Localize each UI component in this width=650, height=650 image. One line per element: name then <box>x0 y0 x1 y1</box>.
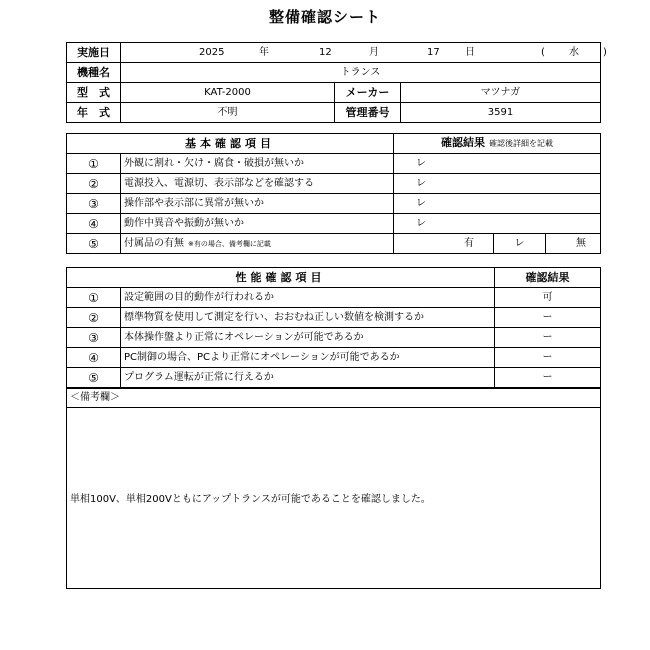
perf-item-no: ③ <box>67 328 121 348</box>
date-month: 12 <box>319 46 332 58</box>
basic-header-row <box>67 134 601 154</box>
perf-row <box>67 348 601 368</box>
weekday: 水 <box>569 46 579 58</box>
basic-header: 基本確認項目 <box>67 134 394 154</box>
remarks-table <box>66 388 601 589</box>
basic-result-sub: 確認後詳細を記載 <box>489 139 554 148</box>
basic-item-no: ③ <box>67 194 121 214</box>
basic-item-result-cell <box>394 214 601 234</box>
accessory-row <box>67 234 601 254</box>
perf-item-text: 設定範囲の目的動作が行われるか <box>121 288 495 308</box>
accessory-yes: 有 <box>464 237 474 249</box>
perf-item-no: ① <box>67 288 121 308</box>
accessory-no-label: 無 <box>576 237 586 249</box>
date-year: 2025 <box>199 46 225 58</box>
basic-item-no: ② <box>67 174 121 194</box>
accessory-yes-cell <box>394 234 494 254</box>
mgmt-label: 管理番号 <box>335 103 401 123</box>
perf-item-text: PC制御の場合、PCより正常にオペレーションが可能であるか <box>121 348 495 368</box>
kind-value: トランス <box>121 63 601 83</box>
perf-row <box>67 328 601 348</box>
page-title: 整備確認シート <box>268 8 381 26</box>
kind-label: 機種名 <box>67 63 121 83</box>
perf-item-result: ー <box>495 368 601 388</box>
perf-item-text: プログラム運転が正常に行えるか <box>121 368 495 388</box>
maker-label: メーカー <box>335 83 401 103</box>
mgmt-value: 3591 <box>401 103 601 123</box>
basic-item-result-cell <box>394 194 601 214</box>
perf-item-text: 標準物質を使用して測定を行い、おおむね正しい数値を検測するか <box>121 308 495 328</box>
basic-row <box>67 214 601 234</box>
model-row <box>67 83 601 103</box>
weekday-open: ( <box>541 46 545 58</box>
basic-item-no: ① <box>67 154 121 174</box>
perf-check-table <box>66 267 601 388</box>
perf-item-result: ー <box>495 348 601 368</box>
basic-result-header-text: 確認結果 <box>441 136 486 149</box>
basic-item-text: 操作部や表示部に異常が無いか <box>121 194 394 214</box>
weekday-close: ) <box>603 46 607 58</box>
perf-item-no: ② <box>67 308 121 328</box>
basic-item-text: 動作中異音や振動が無いか <box>121 214 394 234</box>
perf-item-result: 可 <box>495 288 601 308</box>
remarks-label-row <box>67 389 601 408</box>
basic-row <box>67 154 601 174</box>
remarks-text: 単相100V、単相200Vともにアップトランスが可能であることを確認しました。 <box>70 494 431 505</box>
basic-item-result: レ <box>416 197 426 209</box>
basic-item-text: 外観に割れ・欠け・腐食・破損が無いか <box>121 154 394 174</box>
perf-header-row <box>67 268 601 288</box>
perf-item-no: ④ <box>67 348 121 368</box>
basic-item-result-cell <box>394 154 601 174</box>
basic-row <box>67 174 601 194</box>
perf-item-result: ー <box>495 308 601 328</box>
year-label: 年 式 <box>67 103 121 123</box>
date-month-unit: 月 <box>369 46 379 58</box>
perf-row <box>67 288 601 308</box>
info-table <box>66 42 607 123</box>
accessory-text-cell <box>121 234 394 254</box>
maker-value: マツナガ <box>401 83 601 103</box>
kind-row <box>67 63 601 83</box>
perf-item-text: 本体操作盤より正常にオペレーションが可能であるか <box>121 328 495 348</box>
model-value: KAT-2000 <box>121 83 335 103</box>
accessory-no: ⑤ <box>67 234 121 254</box>
remarks-body <box>67 408 601 589</box>
year-value: 不明 <box>121 103 335 123</box>
basic-item-no: ④ <box>67 214 121 234</box>
perf-row <box>67 368 601 388</box>
basic-check-table <box>66 133 601 254</box>
remarks-body-row <box>67 408 601 589</box>
basic-result-header <box>394 134 601 154</box>
basic-item-result-cell <box>394 174 601 194</box>
perf-result-header: 確認結果 <box>495 268 601 288</box>
date-year-unit: 年 <box>259 46 269 58</box>
basic-item-text: 電源投入、電源切、表示部などを確認する <box>121 174 394 194</box>
remarks-label: ＜備考欄＞ <box>67 389 601 408</box>
basic-row <box>67 194 601 214</box>
date-day: 17 <box>427 46 440 58</box>
year-row <box>67 103 601 123</box>
date-value <box>121 43 607 63</box>
basic-item-result: レ <box>416 177 426 189</box>
perf-row <box>67 308 601 328</box>
perf-header: 性能確認項目 <box>67 268 495 288</box>
perf-item-no: ⑤ <box>67 368 121 388</box>
accessory-note: ※有の場合、備考欄に記載 <box>188 239 271 248</box>
accessory-text: 付属品の有無 <box>124 237 184 249</box>
basic-item-result: レ <box>416 217 426 229</box>
date-label: 実施日 <box>67 43 121 63</box>
basic-item-result: レ <box>416 157 426 169</box>
model-label: 型 式 <box>67 83 121 103</box>
date-day-unit: 日 <box>465 46 475 58</box>
accessory-check: レ <box>494 234 546 254</box>
perf-item-result: ー <box>495 328 601 348</box>
accessory-no-cell <box>546 234 601 254</box>
date-row <box>67 43 601 63</box>
